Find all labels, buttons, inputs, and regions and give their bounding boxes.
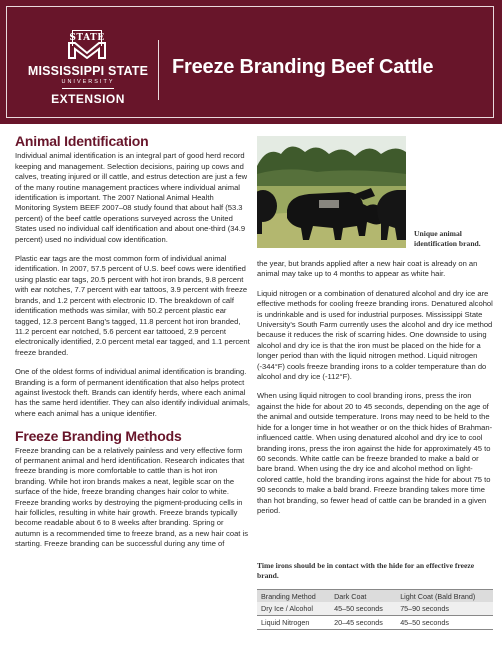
logo-university-sub: UNIVERSITY [61, 79, 115, 85]
table-cell: 20–45 seconds [330, 616, 396, 630]
animal-id-paragraph-1: Individual animal identification is an integral part of good herd record keeping and management. Selection decisions, pairing up cows and calves, treating injured or ill cattle, and estrus detection are just a few of the many routine management practices where individual animal identification is important. The 2007 National Animal Health Monitoring System BEEF 2007–08 study found that about half (53.3 percent) of the beef cattle operations surveyed across the United States used no individual calf identification and about one-third (34.9 percent) used no individual cow identification. [15, 151, 248, 244]
column-header: Light Coat (Bald Brand) [396, 590, 493, 603]
right-paragraph-1: the year, but brands applied after a new hair coat is already on an animal may take up to 4 months to appear as white hair. [257, 259, 478, 279]
freeze-methods-paragraph-1: Freeze branding can be a relatively painless and very effective form of permanent animal and herd identification. Research indicates that freeze branding is more comfortable to cattle than is hot iron branding. While hot iron brands makes a neat, legible scar on the surface of the hide, freeze branding changes hair color to white. Freeze branding works by destroying the pigment-producing cells in hair follicles, resulting in white hair growth. Freeze brands typically become readable about 6 to 8 weeks after branding. Spring or autumn is a recommended time to freeze brand, as a new hair coat is starting. Freeze branding can be successful during any time of [15, 445, 248, 549]
column-header: Branding Method [257, 590, 330, 603]
logo-university-name: MISSISSIPPI STATE [27, 64, 149, 78]
banner-divider [158, 40, 159, 100]
branding-time-table [257, 589, 493, 630]
table-row [257, 602, 493, 616]
logo-state-tab: STATE [69, 30, 105, 46]
table-cell: Dry Ice / Alcohol [257, 602, 330, 616]
msu-extension-logo [18, 30, 158, 118]
section-heading-animal-id: Animal Identification [15, 133, 149, 149]
right-paragraph-2: Liquid nitrogen or a combination of denatured alcohol and dry ice are effective methods for cooling freeze branding irons. Denatured alcohol is undrinkable and is used for industrial purposes. Mississippi State University's South Farm currently uses the alcohol and dry ice method because it reduces the risk of scarring hides. One downside to using alcohol and dry ice is that the iron must be placed on the hide for a longer period than with the liquid nitrogen method. Liquid nitrogen (-344°F) cools freeze branding irons to a colder temperature than do alcohol and dry ice (-112°F). [257, 288, 493, 382]
right-column [257, 259, 493, 516]
table-row [257, 616, 493, 630]
right-paragraph-3: When using liquid nitrogen to cool branding irons, press the iron against the hide for about 20 to 45 seconds, depending on the age of the animal and outside temperature. Irons may need to be held to the hide for a longer time in hot weather or on the thick hides of Brahman-influenced cattle. When using denatured alcohol and dry ice to cool branding irons, press the iron against the hide for approximately 45 to 60 seconds. White cattle can be freeze branded to make a bald or bare brand. When using the dry ice and alcohol method on light-colored cattle, hold the branding irons against the hide for about 75 to 90 seconds to make a bald brand. Freeze branding takes more time than hot branding, so fewer head of cattle can be branded in a given period. [257, 391, 493, 515]
column-header: Dark Coat [330, 590, 396, 603]
cattle-photo [257, 136, 406, 248]
section-heading-freeze-methods: Freeze Branding Methods [15, 428, 182, 445]
logo-unit: EXTENSION [51, 92, 125, 106]
table-cell: 75–90 seconds [396, 602, 493, 616]
table-cell: 45–50 seconds [330, 602, 396, 616]
table-header-row [257, 590, 493, 603]
animal-id-paragraph-2: Plastic ear tags are the most common form of individual animal identification. In 2007, 57.5 percent of U.S. beef cows were identified using plastic ear tags, 20.5 percent with hot iron brands, 9.8 percent with ear notches, 7.7 percent with ear tattoos, 3.9 percent with freeze brands, and 1.2 percent with electronic ID. The breakdown of calf identification methods was similar, with 50.2 percent plastic ear tagged, 12.3 percent Bang's tagged, 11.8 percent hot iron branded, 11.2 percent ear notched, 5.6 percent ear tattooed, 2.9 percent electronically identified, 2.0 percent metal ear tagged, and 1.1 percent freeze branded. [15, 254, 250, 357]
table-caption: Time irons should be in contact with the hide for an effective freeze brand. [257, 561, 475, 580]
table-cell: 45–50 seconds [396, 616, 493, 630]
m-monogram-icon [67, 41, 107, 59]
logo-rule [62, 88, 114, 89]
header-banner [0, 0, 502, 124]
cattle-photo-image [257, 136, 406, 248]
animal-id-paragraph-3: One of the oldest forms of individual animal identification is branding. Branding is a form of permanent identification that also helps protect against livestock theft. Brands can identify herds, where each animal has the same herd identifier. They can also identify individual animals, where each animal has a unique identifier. [15, 367, 250, 418]
photo-caption: Unique animal identification brand. [414, 229, 481, 248]
left-column [15, 133, 250, 550]
page-title: Freeze Branding Beef Cattle [172, 56, 434, 78]
table-cell: Liquid Nitrogen [257, 616, 330, 630]
